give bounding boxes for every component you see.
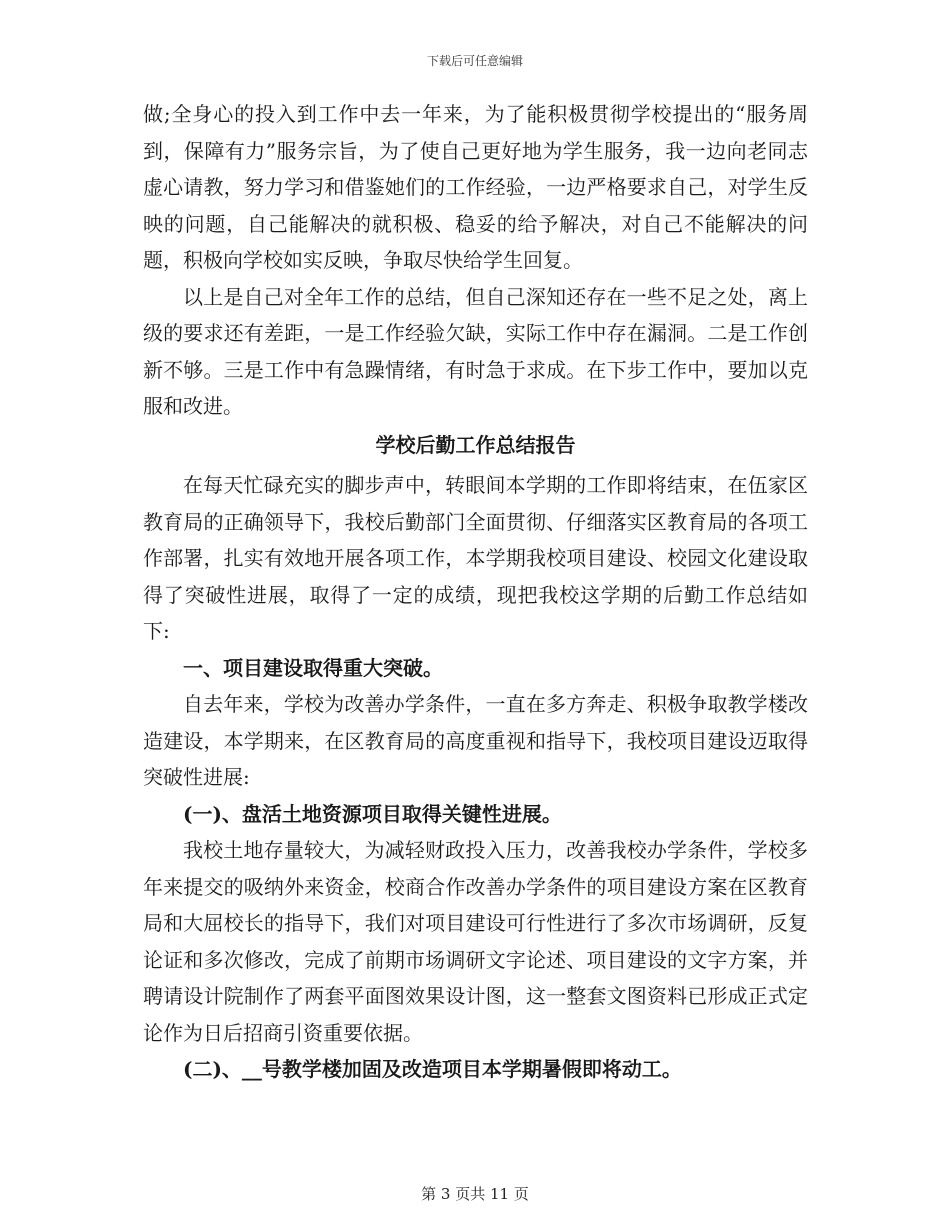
subsection-heading-1: (一)、盘活土地资源项目取得关键性进展。 — [183, 801, 562, 826]
subsection-heading-2: (二)、__号教学楼加固及改造项目本学期暑假即将动工。 — [183, 1057, 682, 1081]
document-body — [143, 96, 808, 1088]
paragraph-project: 自去年来，学校为改善办学条件，一直在多方奔走、积极争取教学楼改造建设，本学期来，在区教育局的高度重视和指导下，我校项目建设迈取得突破性进展: — [143, 692, 808, 789]
page-footer: 第 3 页共 11 页 — [421, 1185, 529, 1203]
paragraph-land: 我校土地存量较大，为减轻财政投入压力，改善我校办学条件，学校多年来提交的吸纳外来资金，校商合作改善办学条件的项目建设方案在区教育局和大屈校长的指导下，我们对项目建设可行性进行了多次市场调研，反复论证和多次修改，完成了前期市场调研文字论述、项目建设的文字方案，并聘请设计院制作了两套平面图效果设计图，这一整套文图资料已形成正式定论作为日后招商引资重要依据。 — [143, 838, 808, 1045]
paragraph-shortcomings: 以上是自己对全年工作的总结，但自己深知还存在一些不足之处，离上级的要求还有差距，一是工作经验欠缺，实际工作中存在漏洞。二是工作创新不够。三是工作中有急躁情绪，有时急于求成。在下步工作中，要加以克服和改进。 — [143, 284, 808, 418]
page-header: 下载后可任意编辑 — [426, 54, 523, 68]
report-title: 学校后勤工作总结报告 — [375, 432, 576, 457]
paragraph-continuation: 做;全身心的投入到工作中去一年来，为了能积极贯彻学校提出的“服务周到，保障有力”服务宗旨，为了使自己更好地为学生服务，我一边向老同志虚心请教，努力学习和借鉴她们的工作经验，一边严格要求自己，对学生反映的问题，自己能解决的就积极、稳妥的给予解决，对自己不能解决的问题，积极向学校如实反映，争取尽快给学生回复。 — [143, 102, 808, 272]
paragraph-intro: 在每天忙碌充实的脚步声中，转眼间本学期的工作即将结束，在伍家区教育局的正确领导下，我校后勤部门全面贯彻、仔细落实区教育局的各项工作部署，扎实有效地开展各项工作，本学期我校项目建设、校园文化建设取得了突破性进展，取得了一定的成绩，现把我校这学期的后勤工作总结如下: — [143, 473, 808, 643]
section-heading-1: 一、项目建设取得重大突破。 — [183, 655, 443, 680]
